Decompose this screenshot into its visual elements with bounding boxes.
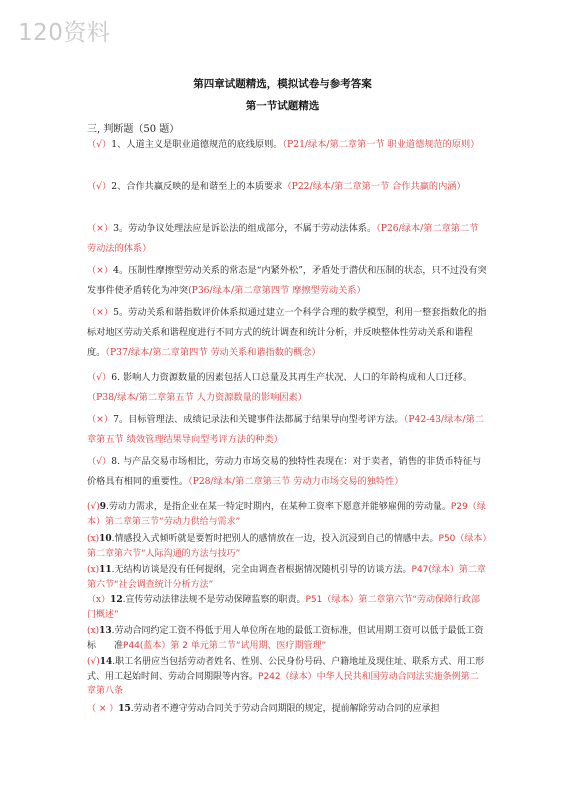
answer-mark: (x)	[87, 626, 100, 636]
question-number: 10	[99, 534, 112, 544]
question-text: 劳动力需求，是指企业在某一特定时期内，在某种工资率下愿意并能够雇佣的劳动量。	[108, 502, 451, 512]
question-text: 人道主义是职业道德规范的底线原则。	[126, 139, 283, 150]
question-item	[87, 303, 487, 363]
question-separator: 、	[117, 181, 127, 192]
question-item	[87, 135, 487, 155]
question-number: 8	[111, 456, 118, 467]
question-separator: 。	[118, 223, 129, 234]
question-item	[87, 702, 487, 717]
question-item	[87, 563, 487, 592]
question-source: (P36/绿本/第二章第四节 摩擦型劳动关系）	[188, 285, 366, 296]
answer-mark: (x)	[87, 534, 100, 544]
question-item	[87, 219, 487, 259]
question-separator: 、	[117, 139, 127, 150]
answer-mark: （x）	[87, 595, 111, 605]
question-text: 目标管理法、成绩记录法和关键事件法都属于结果导向型考评方法。	[128, 414, 404, 425]
question-separator: .	[122, 595, 126, 605]
question-source: P51（绿本）第二章第六节“劳动保障行政部门概述”	[87, 595, 481, 620]
question-text: 宣传劳动法律法规不是劳动保障监察的职责。	[125, 595, 306, 605]
document-title: 第四章试题精选，模拟试卷与参考答案	[193, 78, 372, 90]
answer-mark: (√)	[87, 502, 100, 512]
answer-mark: （ × ）	[87, 704, 119, 714]
question-source: P29（绿本）第二章第三节“劳动力供给与需求”	[87, 502, 486, 527]
answer-mark: （√）	[87, 456, 112, 467]
question-number: 6	[111, 372, 118, 383]
question-source: （P22/绿本/第二章第一节 合作共赢的内涵）	[282, 181, 466, 192]
question-item	[87, 532, 487, 561]
answer-mark: (x)	[87, 565, 100, 575]
question-separator: .	[111, 534, 115, 544]
question-item	[87, 500, 487, 529]
question-separator: .	[106, 502, 109, 512]
question-source: （P28/绿本/第二章第三节 劳动力市场交易的独特性）	[188, 476, 404, 487]
question-text: 无结构访谈是没有任何提纲，完全由调查者根据情况随机引导的访谈方法。	[114, 565, 412, 575]
answer-mark: （√）	[87, 181, 112, 192]
watermark: 120资料	[18, 20, 111, 46]
answer-mark: （×）	[87, 307, 114, 318]
question-number: 9	[99, 502, 107, 512]
question-number: 1	[111, 139, 118, 150]
question-item	[87, 410, 487, 450]
question-source: P47(绿本）第二章第六节“社会调查统计分析方法”	[87, 565, 486, 590]
question-item	[87, 261, 487, 301]
question-source: （P38/绿本/第二章第五节 人力资源数量的影响因素）	[87, 392, 307, 403]
answer-mark: （×）	[87, 223, 114, 234]
question-number: 14	[99, 657, 113, 667]
question-source: （P21/绿本/第二章第一节 职业道德规范的原则）	[282, 139, 480, 150]
question-separator: 。	[118, 414, 129, 425]
question-separator: .	[111, 565, 115, 575]
question-item	[87, 624, 487, 653]
answer-mark: （√）	[87, 372, 112, 383]
question-text: 与产品交易市场相比，劳动力市场交易的独特性表现在：对于卖者，销售的非货币特征与价格具有相同的重要性。	[87, 456, 482, 487]
answer-mark: （×）	[87, 265, 114, 276]
question-source: （P42-43/绿本/第二章第五节 绩效管理结果导向型考评方法的种类）	[87, 414, 484, 445]
question-text: 压制性摩擦型劳动关系的常态是“内紧外松”，矛盾处于潜伏和压制的状态，只不过没有突发事件使矛盾转化为冲突	[87, 265, 487, 296]
question-separator: .	[117, 372, 123, 383]
question-text: 影响人力资源数量的因素包括人口总量及其再生产状况、人口的年龄构成和人口迁移。	[122, 372, 473, 383]
question-text: 合作共赢反映的是和谐至上的本质要求	[126, 181, 283, 192]
question-number: 12	[110, 595, 123, 605]
question-source: P50（绿本）第二章第六节“人际沟通的方法与技巧”	[87, 534, 487, 559]
question-separator: .	[111, 626, 115, 636]
question-number: 5	[113, 307, 119, 318]
question-source: （P37/绿本/第二章第四节 劳动关系和谐指数的概念）	[105, 347, 321, 358]
question-number: 13	[99, 626, 112, 636]
question-item	[87, 177, 487, 197]
question-text: 情感投入式倾听就是要暂时把别人的感情放在一边，投入沉浸到自己的情感中去。	[114, 534, 439, 544]
section-title: 第一节试题精选	[245, 100, 320, 112]
question-item	[87, 593, 487, 622]
question-separator: .	[117, 456, 123, 467]
question-source: P44(蓝本）第 2 单元第二节“试用期、医疗期管理”	[123, 640, 327, 651]
question-number: 4	[113, 265, 119, 276]
answer-mark: （×）	[87, 414, 114, 425]
part-heading: 三, 判断题（50 题）	[87, 124, 180, 135]
question-separator: .	[112, 657, 116, 667]
question-number: 15	[118, 704, 131, 714]
question-number: 2	[111, 181, 118, 192]
question-text: 劳动者不遵守劳动合同关于劳动合同期限的规定，提前解除劳动合同的应承担	[133, 704, 440, 714]
question-text: 劳动关系和谐指数评价体系拟通过建立一个科学合理的数学模型，利用一整套指数化的指标对地区劳动关系和谐程度进行不同方式的统计调查和统计分析，并反映整体性劳动关系和谐程度。	[87, 307, 487, 358]
answer-mark: （√）	[87, 139, 112, 150]
question-item	[87, 452, 487, 492]
question-text: 劳动争议处理法应是诉讼法的组成部分，不属于劳动法体系。	[128, 223, 377, 234]
question-text: 劳动合同约定工资不得低于用人单位所在地的最低工资标准，但试用期工资可以低于最低工资标 准	[87, 626, 484, 651]
question-number: 3	[113, 223, 119, 234]
question-number: 7	[113, 414, 119, 425]
question-separator: 。	[118, 265, 129, 276]
question-source: P242（绿本）中华人民共和国劳动合同法实施条例第二章第八条	[87, 671, 479, 696]
question-text: 职工名册应当包括劳动者姓名、性别、公民身份号码、户籍地址及现住址、联系方式、用工形式、用工起始时间、劳动合同期限等内容。	[87, 657, 485, 682]
question-source: （P26/绿本/第二章第二节 劳动法的体系）	[87, 223, 479, 254]
question-separator: .	[130, 704, 134, 714]
question-separator: 。	[118, 307, 129, 318]
answer-mark: (√)	[87, 657, 100, 667]
question-number: 11	[99, 565, 112, 575]
question-item	[87, 368, 487, 408]
question-item	[87, 655, 487, 699]
